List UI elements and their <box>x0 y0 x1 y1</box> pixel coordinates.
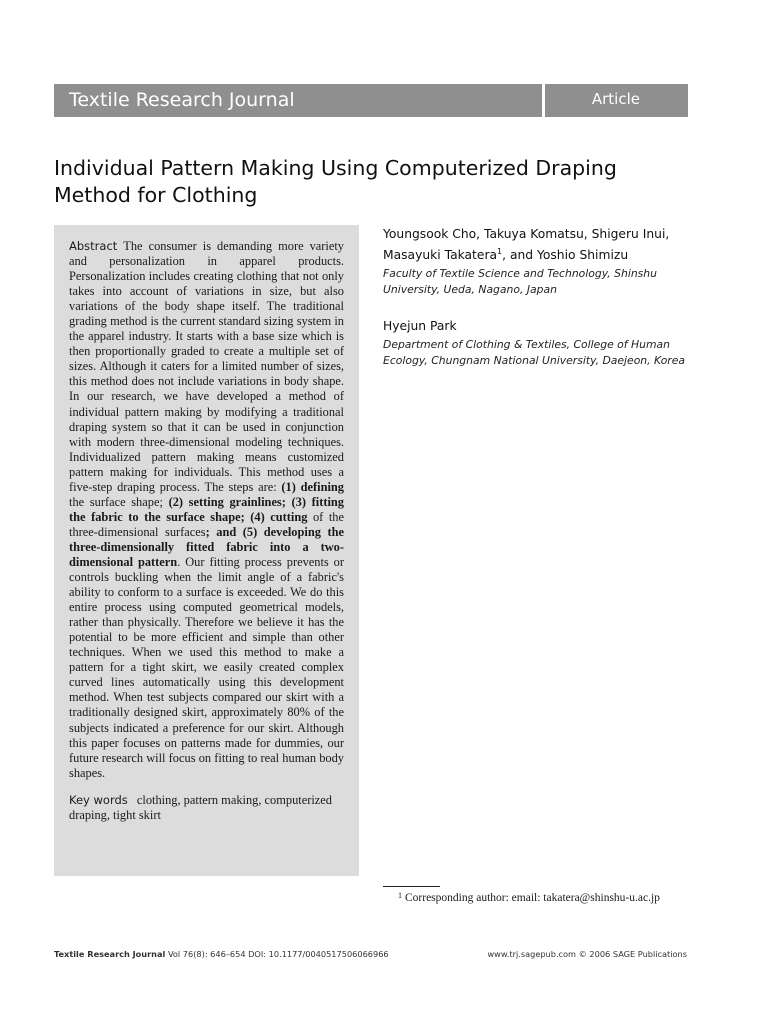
author-group-2-affiliation: Department of Clothing & Textiles, College of Human Ecology, Chungnam National University, Daejeon, Korea <box>383 338 686 368</box>
paper-title: Individual Pattern Making Using Computerized Draping Method for Clothing <box>54 156 617 207</box>
abstract-text-4: . Our fitting process prevents or controls buckling when the limit angle of a fabric's ability to conform to a surface is exceeded. We do this entire process using computed geometrical models, rather than physically. Therefore we believe it has the potential to be more efficient and simple than other techniques. When we used this method to make a pattern for a tight skirt, we easily created complex curved lines automatically using this development method. When test subjects compared our skirt with a traditionally designed skirt, approximately 80% of the subjects indicated a preference for our skirt. Although this paper focuses on patterns made for dummies, our future research will focus on fitting to real human body shapes. <box>69 554 344 780</box>
footnote-text: Corresponding author: email: takatera@shinshu-u.ac.jp <box>405 892 660 904</box>
author-group-1-affiliation: Faculty of Textile Science and Technology, Shinshu University, Ueda, Nagano, Japan <box>383 267 657 297</box>
abstract-paragraph <box>69 239 344 781</box>
footer-journal-name: Textile Research Journal <box>54 949 166 959</box>
abstract-step-5: ; and (5) developing the three-dimensionally fitted fabric into a two-dimensional pattern <box>69 524 344 569</box>
abstract-text-2: the surface shape; <box>69 494 169 509</box>
keywords-label: Key words <box>69 792 128 807</box>
author-footnote-marker: 1 <box>497 247 503 256</box>
abstract-step-2-4: (2) setting grainlines; (3) fitting the fabric to the surface shape; (4) cutting <box>69 494 345 524</box>
author-group-2-names: Hyejun Park <box>383 319 457 334</box>
journal-header-bar <box>54 84 688 117</box>
author-names-a: Youngsook Cho, Takuya Komatsu, Shigeru Inui, Masayuki Takatera <box>383 227 670 263</box>
abstract-label: Abstract <box>69 239 118 253</box>
author-group-1-names <box>383 226 703 264</box>
abstract-text-3: of the three-dimensional surfaces <box>69 509 344 539</box>
abstract-text-1: The consumer is demanding more variety and personalization in apparel products. Personalization includes creating clothing that not only takes into account of variations in size, but also variations of the body shape itself. The traditional grading method is the current standard sizing system in the apparel industry. It starts with a base size which is then proportionally graded to create a multiple set of sizes. Although it caters for a limited number of sizes, this method does not include variations in body shape. In our research, we have developed a method of individual pattern making by modifying a traditional draping system so that it can be used in conjunction with modern three-dimensional modeling techniques. Individualized pattern making means customized pattern making for individuals. This method uses a five-step draping process. The steps are: <box>69 239 344 494</box>
authors-block <box>383 226 703 369</box>
footer-publisher: www.trj.sagepub.com © 2006 SAGE Publications <box>487 949 687 959</box>
abstract-box <box>54 225 359 876</box>
footer-citation <box>54 949 389 959</box>
footnote-marker: 1 <box>398 891 402 900</box>
keywords-text: clothing, pattern making, computerized draping, tight skirt <box>69 792 332 822</box>
keywords-paragraph <box>69 793 344 823</box>
footnote <box>398 891 660 906</box>
footnote-divider <box>383 886 440 887</box>
journal-name: Textile Research Journal <box>54 84 542 117</box>
footer-citation-text: Vol 76(8): 646–654 DOI: 10.1177/0040517506066966 <box>165 949 389 959</box>
abstract-step-1: (1) defining <box>281 479 344 494</box>
article-type-label: Article <box>545 84 688 117</box>
author-names-b: , and Yoshio Shimizu <box>502 248 629 263</box>
